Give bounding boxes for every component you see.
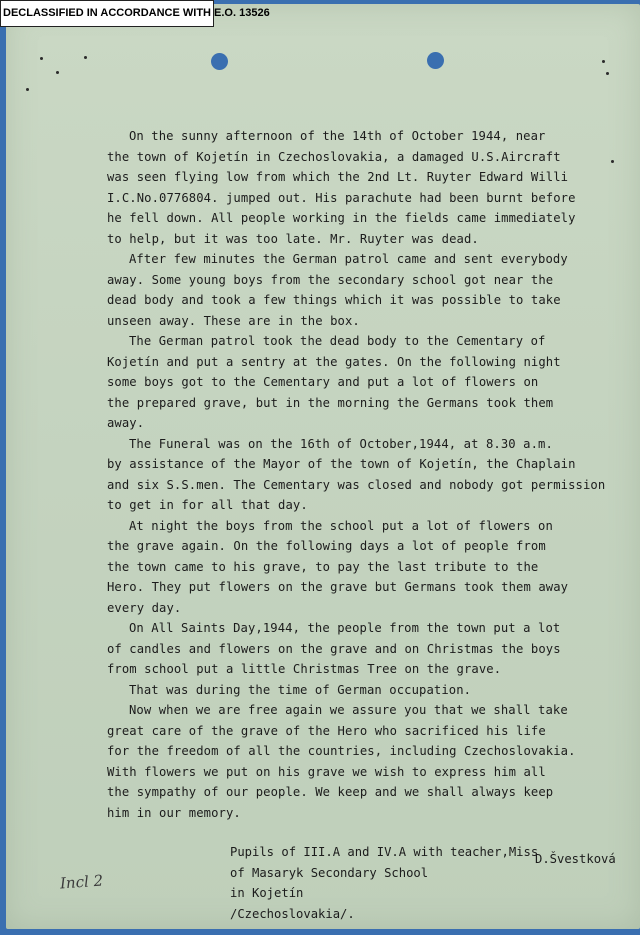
body-line: to get in for all that day. [107, 498, 308, 512]
body-line: away. [107, 416, 145, 430]
body-line: On the sunny afternoon of the 14th of October 1944, near [129, 129, 546, 143]
body-line: unseen away. These are in the box. [107, 313, 360, 328]
body-line: by assistance of the Mayor of the town of Kojetín, the Chaplain [107, 457, 576, 471]
signature-line: of Masaryk Secondary School [230, 865, 429, 880]
body-line: him in our memory. [107, 805, 241, 820]
body-line: The German patrol took the dead body to the Cementary of [129, 334, 546, 348]
body-line: of candles and flowers on the grave and on Christmas the boys [107, 641, 561, 656]
body-line: Kojetín and put a sentry at the gates. On the following night [107, 354, 561, 369]
body-line: On All Saints Day,1944, the people from the town put a lot [129, 621, 561, 635]
body-line: The Funeral was on the 16th of October,1944, at 8.30 a.m. [129, 436, 553, 451]
body-line: the sympathy of our people. We keep and we shall always keep [107, 785, 554, 799]
body-line: some boys got to the Cementary and put a lot of flowers on [107, 375, 539, 389]
body-line: After few minutes the German patrol came and sent everybody [129, 252, 568, 266]
ink-speck [56, 71, 59, 74]
ink-speck [26, 88, 29, 91]
body-line: With flowers we put on his grave we wish to express him all [107, 764, 546, 779]
declassified-stamp: DECLASSIFIED IN ACCORDANCE WITH E.O. 13526 [0, 0, 214, 27]
teacher-name: D.Švestková [535, 852, 616, 866]
body-line: from school put a little Christmas Tree on the grave. [107, 662, 502, 676]
body-line: was seen flying low from which the 2nd Lt. Ruyter Edward Willi [107, 170, 569, 184]
body-line: for the freedom of all the countries, including Czechoslovakia. [107, 744, 576, 758]
body-line: every day. [107, 600, 182, 615]
body-line: and six S.S.men. The Cementary was closed and nobody got permission [107, 477, 606, 492]
ink-speck [606, 72, 609, 75]
body-line: That was during the time of German occupation. [129, 682, 472, 697]
punch-hole-left [211, 53, 228, 70]
body-line: the town of Kojetín in Czechoslovakia, a damaged U.S.Aircraft [107, 149, 561, 164]
body-line: Now when we are free again we assure you that we shall take [129, 703, 568, 717]
punch-hole-right [427, 52, 444, 69]
body-line: to help, but it was too late. Mr. Ruyter was dead. [107, 231, 479, 246]
signature-line: in Kojetín [230, 886, 304, 900]
body-line: Hero. They put flowers on the grave but Germans took them away [107, 580, 569, 594]
letter-body [107, 126, 632, 823]
ink-speck [84, 56, 87, 59]
ink-speck [40, 57, 43, 60]
handwritten-note: Incl 2 [59, 871, 104, 893]
body-line: great care of the grave of the Hero who sacrificed his life [107, 723, 546, 738]
body-line: he fell down. All people working in the fields came immediately [107, 211, 576, 225]
body-line: dead body and took a few things which it was possible to take [107, 293, 561, 307]
body-line: At night the boys from the school put a lot of flowers on [129, 518, 553, 533]
body-line: the town came to his grave, to pay the last tribute to the [107, 559, 539, 574]
signature-line: Pupils of III.A and IV.A with teacher,Miss [230, 845, 539, 859]
body-line: I.C.No.0776804. jumped out. His parachute had been burnt before [107, 190, 576, 205]
body-line: away. Some young boys from the secondary school got near the [107, 272, 554, 287]
signature-line: /Czechoslovakia/. [230, 906, 355, 921]
body-line: the prepared grave, but in the morning the Germans took them [107, 395, 554, 410]
body-line: the grave again. On the following days a lot of people from [107, 539, 546, 553]
signature-block [230, 842, 538, 924]
ink-speck [602, 60, 605, 63]
